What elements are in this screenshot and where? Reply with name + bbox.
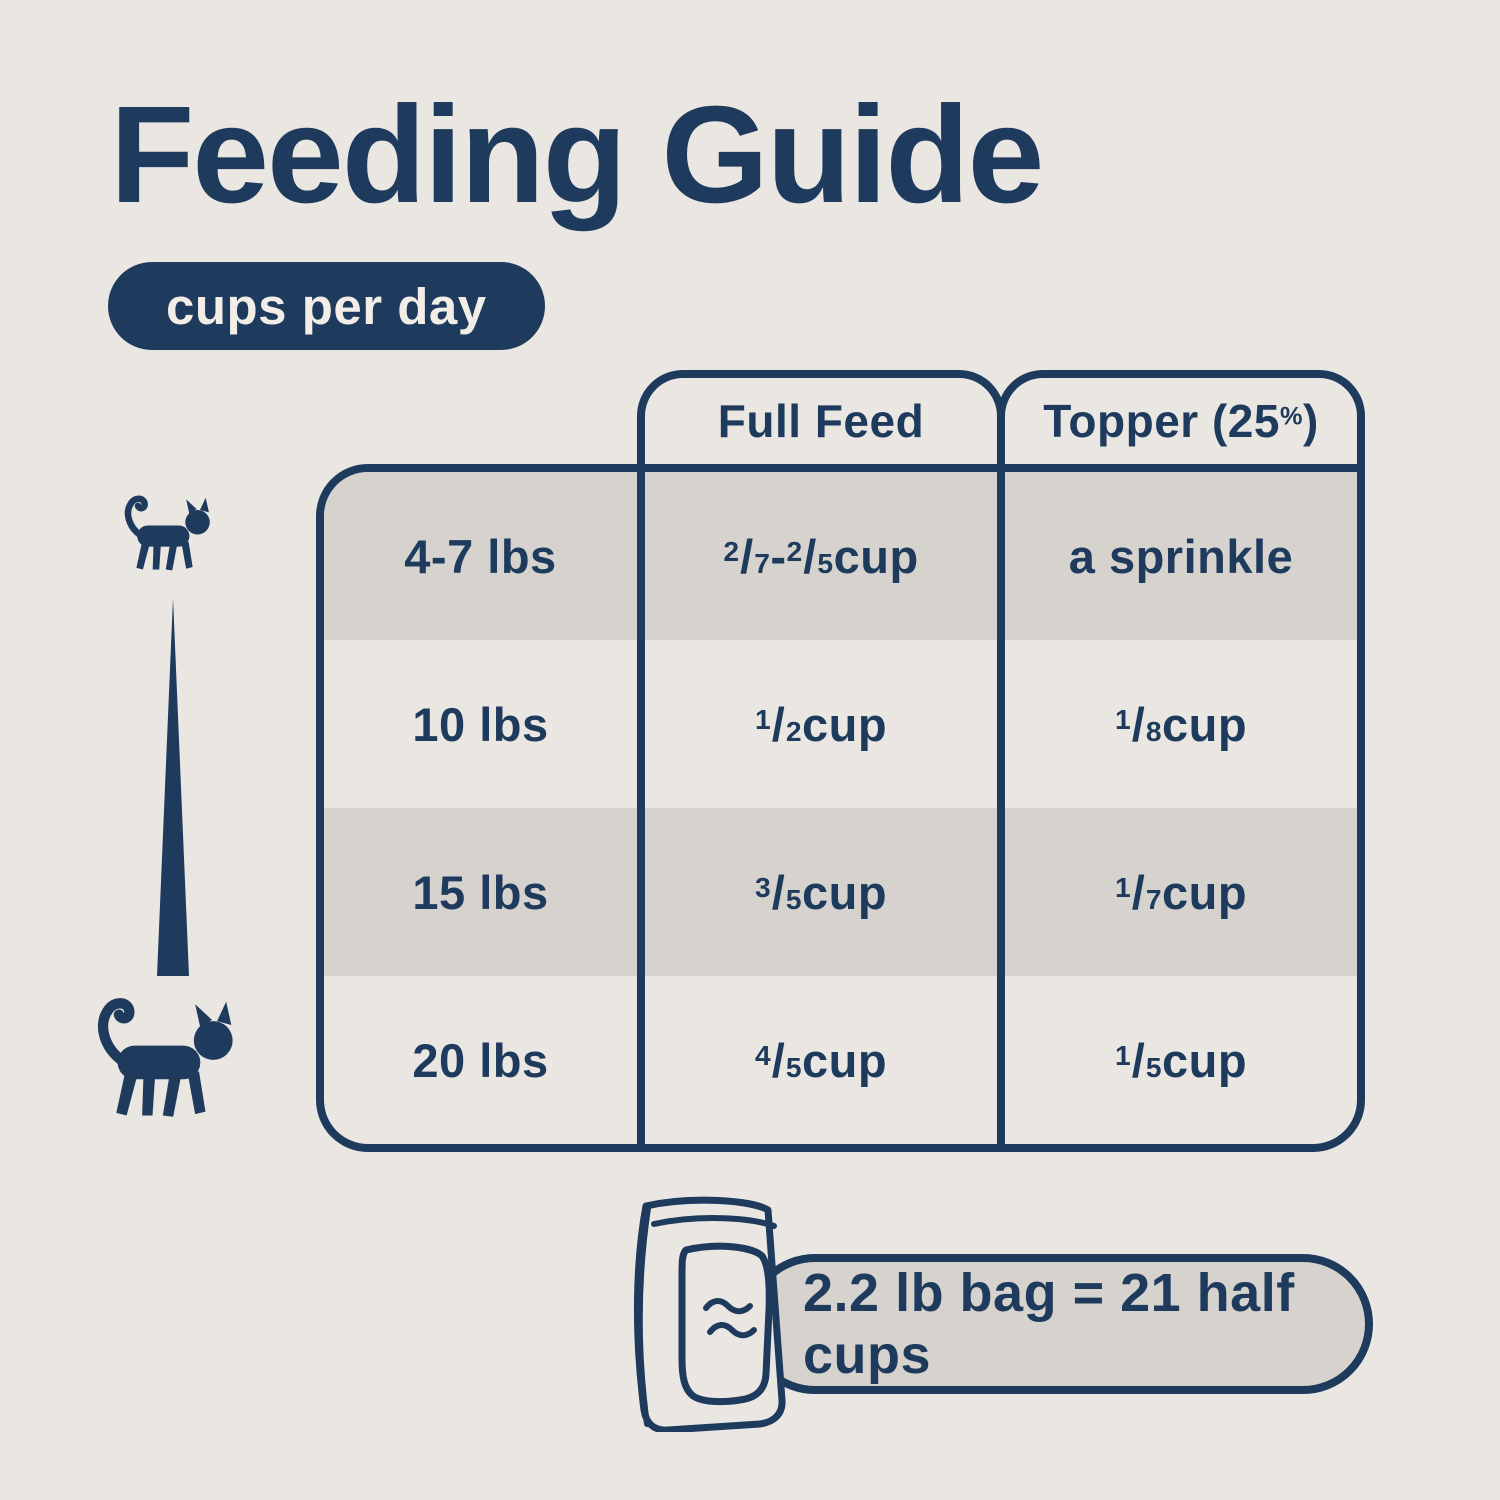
topper-cell: $^1/_7$ cup [1114,865,1248,919]
feeding-table [316,464,1365,1152]
weight-cell: 10 lbs [412,697,549,751]
column-divider [637,472,645,1144]
full-feed-cell: $^3/_5$ cup [754,865,888,919]
badge-label: cups per day [166,277,487,335]
topper-cell: $^1/_8$ cup [1114,697,1248,751]
table-row [324,640,1357,808]
column-divider [997,472,1005,1144]
column-header-full-feed [637,370,1005,464]
small-cat-icon [116,490,222,574]
page-title: Feeding Guide [110,78,1043,232]
table-row [324,808,1357,976]
weight-cell: 20 lbs [412,1033,549,1087]
full-feed-label: Full Feed [717,395,925,447]
bag-yield-pill [745,1254,1373,1394]
large-cat-icon [84,990,252,1122]
bag-yield-note: 2.2 lb bag = 21 half cups [803,1263,1295,1385]
topper-cell: $^1/_5$ cup [1114,1033,1248,1087]
full-feed-cell: $^4/_5$ cup [754,1033,888,1087]
weight-cell: 15 lbs [412,865,549,919]
topper-label: Topper (25%) [1043,395,1319,447]
full-feed-cell: $^2/_7$ - $^2/_5$ cup [723,529,919,583]
full-feed-cell: $^1/_2$ cup [754,697,888,751]
column-header-topper [997,370,1365,464]
food-bag-icon [602,1192,792,1432]
weight-cell: 4-7 lbs [404,529,557,583]
table-row [324,472,1357,640]
size-gradient-triangle [157,598,189,976]
table-row [324,976,1357,1144]
cups-per-day-badge [108,262,545,350]
topper-cell: a sprinkle [1068,529,1294,583]
